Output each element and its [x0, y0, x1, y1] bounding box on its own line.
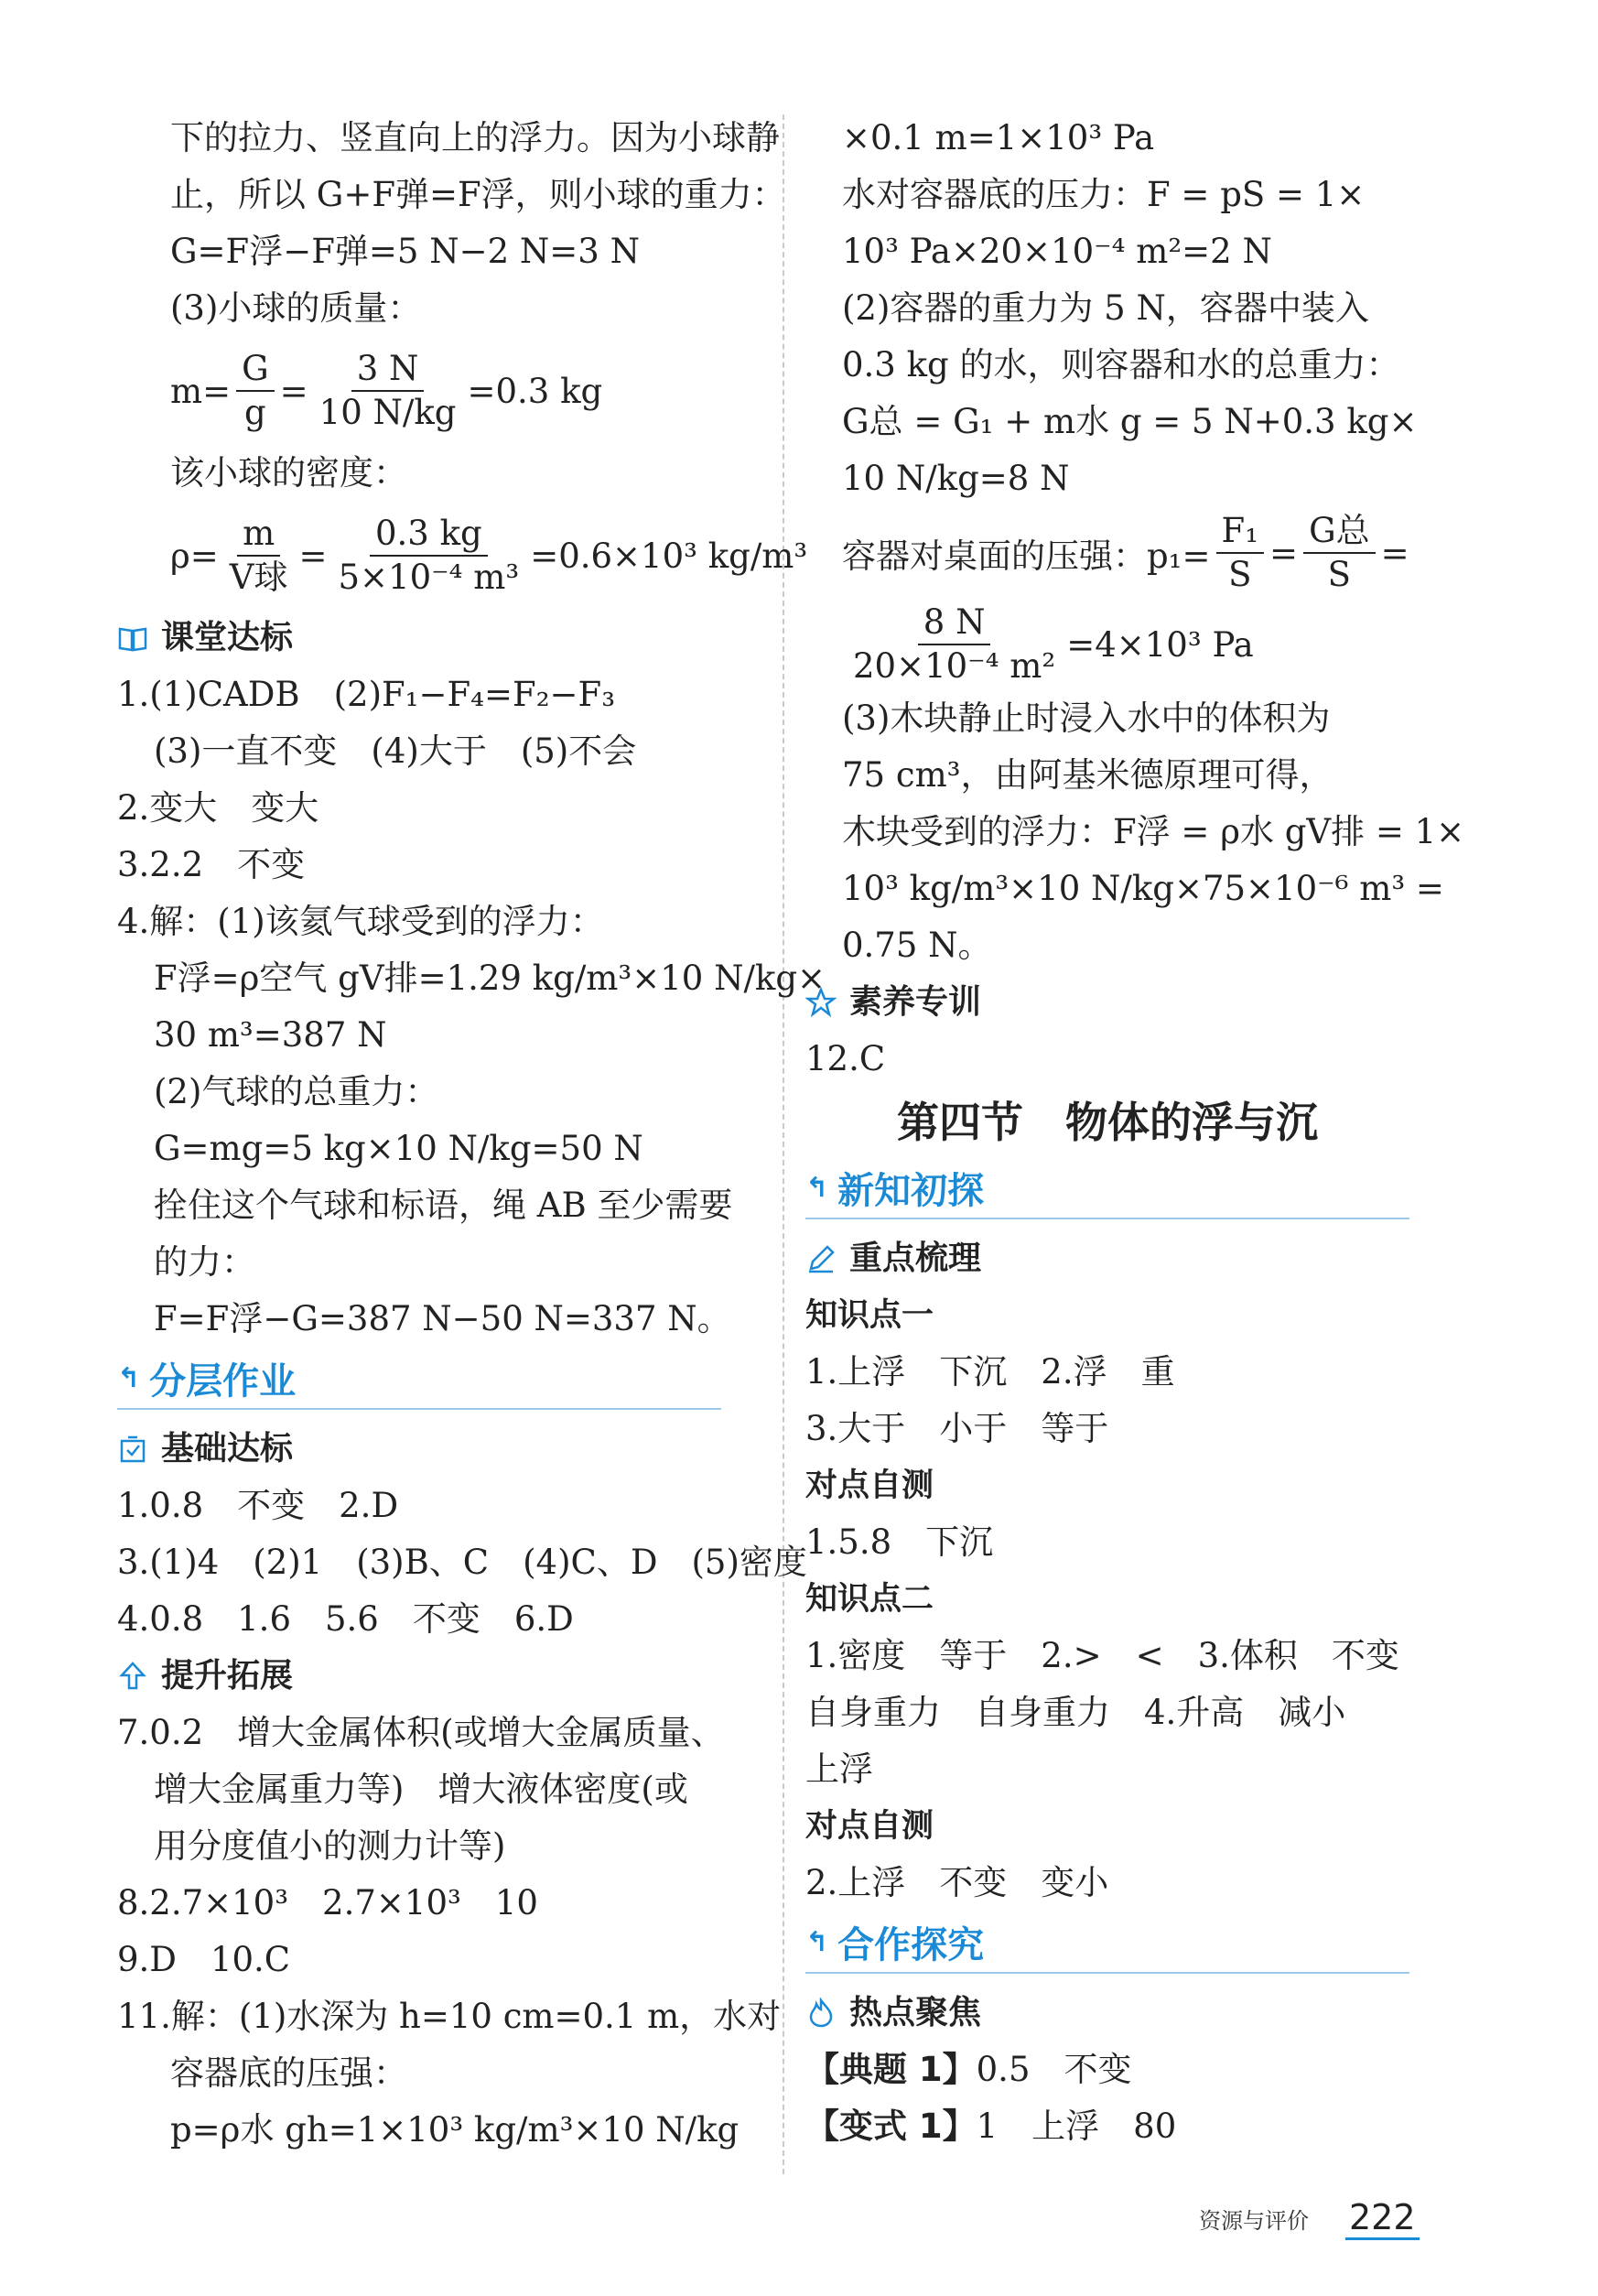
answer-line: p=ρ水 gh=1×10³ kg/m³×10 N/kg: [170, 2110, 740, 2150]
text-line: (3)小球的质量：: [170, 288, 422, 328]
text-line: 木块受到的浮力：F浮 = ρ水 gV排 = 1×: [842, 812, 1465, 851]
answer-line: 1.上浮 下沉 2.浮 重: [805, 1352, 1175, 1392]
pencil-icon: [805, 1243, 837, 1274]
pressure-formula-continued: [805, 599, 1446, 690]
hook-arrow-icon: ↰: [805, 1925, 829, 1958]
answer-line: 1.5.8 下沉: [805, 1522, 994, 1562]
footer-label: 资源与评价: [1199, 2208, 1309, 2234]
answer-line: 1.0.8 不变 2.D: [117, 1486, 399, 1525]
fraction-denominator: g: [244, 393, 266, 432]
fraction-numerator: 8 N: [918, 601, 991, 645]
flame-icon: [805, 1998, 837, 2029]
answer-text: 1 上浮 80: [976, 2106, 1177, 2146]
answer-line: 容器底的压强：: [170, 2053, 407, 2093]
fraction-numerator: m: [237, 513, 280, 557]
section-title: 基础达标: [161, 1430, 294, 1467]
answer-line: F浮=ρ空气 gV排=1.29 kg/m³×10 N/kg×: [154, 958, 826, 998]
pressure-formula: [805, 507, 1446, 599]
checklist-icon: [117, 1434, 148, 1465]
text-line: 10 N/kg=8 N: [842, 459, 1070, 498]
text-line: 10³ Pa×20×10⁻⁴ m²=2 N: [842, 232, 1272, 271]
answer-line: 的力：: [154, 1242, 255, 1282]
fraction-denominator: 10 N/kg: [319, 393, 457, 432]
answer-line: 12.C: [805, 1039, 886, 1078]
chapter-title: 第四节 物体的浮与沉: [897, 1098, 1318, 1147]
subheading: 知识点二: [805, 1581, 934, 1618]
text-line: 0.75 N。: [842, 926, 992, 965]
answer-line: 拴住这个气球和标语，绳 AB 至少需要: [154, 1186, 733, 1225]
section-title: 素养专训: [849, 983, 982, 1021]
text-line: 水对容器底的压力：F = pS = 1×: [842, 175, 1366, 214]
subheading: 对点自测: [805, 1808, 934, 1845]
answer-line: F=F浮−G=387 N−50 N=337 N。: [154, 1299, 731, 1338]
major-section-title: 合作探究: [837, 1923, 985, 1966]
question-label: 【典题 1】: [805, 2050, 977, 2089]
hook-arrow-icon: ↰: [805, 1171, 829, 1204]
answer-line: 3.(1)4 (2)1 (3)B、C (4)C、D (5)密度: [117, 1543, 807, 1582]
fraction-denominator: S: [1327, 555, 1352, 594]
answer-line: 用分度值小的测力计等): [154, 1826, 506, 1866]
text-line: ×0.1 m=1×10³ Pa: [842, 118, 1155, 157]
answer-line: 9.D 10.C: [117, 1940, 291, 1979]
text-line: 该小球的密度：: [170, 453, 407, 493]
answer-line: 上浮: [805, 1749, 873, 1789]
formula-equals: =: [1269, 533, 1299, 573]
formula-result: =4×10³ Pa: [1066, 624, 1254, 665]
subheading: 知识点一: [805, 1297, 934, 1334]
section-title: 重点梳理: [849, 1240, 982, 1277]
question-label: 【变式 1】: [805, 2106, 977, 2146]
formula-prefix: ρ=: [170, 536, 219, 576]
fraction-numerator: 0.3 kg: [370, 513, 488, 557]
answer-line: 3.大于 小于 等于: [805, 1409, 1109, 1448]
fraction: [848, 601, 1061, 688]
answer-line: 1.(1)CADB (2)F₁−F₄=F₂−F₃: [117, 675, 616, 714]
mass-formula: [117, 337, 758, 445]
fraction-denominator: 20×10⁻⁴ m²: [853, 646, 1056, 686]
answer-text: 0.5 不变: [976, 2050, 1132, 2089]
hook-arrow-icon: ↰: [117, 1361, 141, 1394]
answer-line: 增大金属重力等) 增大液体密度(或: [154, 1770, 688, 1809]
text-line: G=F浮−F弹=5 N−2 N=3 N: [170, 232, 640, 271]
left-column: [117, 110, 826, 2159]
major-section-heading: [117, 1348, 721, 1410]
answer-line: 1.密度 等于 2.> < 3.体积 不变: [805, 1636, 1399, 1675]
fraction: [1216, 510, 1265, 596]
page-number: 222: [1345, 2197, 1420, 2240]
answer-line: 2.变大 变大: [117, 788, 319, 828]
fraction-denominator: S: [1228, 555, 1252, 594]
section-heading: [117, 1648, 758, 1705]
formula-prefix: m=: [170, 371, 232, 411]
major-section-title: 分层作业: [149, 1359, 297, 1403]
right-column: [805, 110, 1465, 2155]
section-heading: [117, 610, 758, 666]
section-heading: [805, 1985, 1446, 2041]
star-icon: [805, 987, 837, 1018]
formula-result: =: [1380, 533, 1409, 573]
answer-line: 3.2.2 不变: [117, 845, 306, 884]
fraction-numerator: 3 N: [351, 348, 425, 392]
fraction-numerator: G总: [1303, 510, 1376, 554]
answer-line: 8.2.7×10³ 2.7×10³ 10: [117, 1883, 538, 1922]
answer-line: 4.解：(1)该氦气球受到的浮力：: [117, 902, 604, 941]
section-title: 课堂达标: [161, 619, 294, 656]
answer-line: (2)气球的总重力：: [154, 1072, 439, 1111]
text-line: (3)木块静止时浸入水中的体积为: [842, 699, 1331, 738]
answer-line: G=mg=5 kg×10 N/kg=50 N: [154, 1129, 643, 1168]
answer-line: 7.0.2 增大金属体积(或增大金属质量、: [117, 1713, 725, 1752]
text-line: 10³ kg/m³×10 N/kg×75×10⁻⁶ m³ =: [842, 869, 1444, 908]
fraction-numerator: F₁: [1216, 510, 1265, 554]
formula-prefix: 容器对桌面的压强：p₁=: [842, 536, 1211, 576]
text-line: 止，所以 G+F弹=F浮，则小球的重力：: [170, 175, 786, 214]
answer-line: 30 m³=387 N: [154, 1015, 387, 1055]
text-line: G总 = G₁ + m水 g = 5 N+0.3 kg×: [842, 402, 1418, 441]
fraction-denominator: 5×10⁻⁴ m³: [338, 558, 520, 597]
formula-equals: =: [279, 371, 308, 411]
formula-result: =0.6×10³ kg/m³: [530, 536, 808, 576]
column-divider: [783, 114, 784, 2174]
formula-equals: =: [298, 536, 328, 576]
subheading: 对点自测: [805, 1467, 934, 1504]
fraction: [333, 513, 525, 599]
answer-line: 11.解：(1)水深为 h=10 cm=0.1 m，水对: [117, 1997, 782, 2036]
fraction: [224, 513, 294, 599]
answer-line: [805, 2041, 1446, 2098]
section-heading: [805, 974, 1446, 1031]
fraction: [236, 348, 275, 434]
section-heading: [805, 1230, 1446, 1287]
section-title: 提升拓展: [161, 1657, 294, 1695]
answer-line: 自身重力 自身重力 4.升高 减小: [805, 1693, 1346, 1732]
density-formula: [117, 502, 808, 610]
answer-line: [805, 2098, 1446, 2155]
formula-result: =0.3 kg: [467, 371, 603, 411]
text-line: 75 cm³，由阿基米德原理可得，: [842, 755, 1333, 795]
fraction-denominator: V球: [229, 558, 288, 597]
fraction-numerator: G: [236, 348, 275, 392]
open-book-icon: [117, 623, 148, 654]
text-line: 0.3 kg 的水，则容器和水的总重力：: [842, 345, 1400, 384]
major-section-title: 新知初探: [837, 1169, 985, 1212]
answer-line: 4.0.8 1.6 5.6 不变 6.D: [117, 1599, 574, 1639]
text-line: 下的拉力、竖直向上的浮力。因为小球静: [170, 118, 780, 157]
page-footer: [1199, 2197, 1420, 2240]
major-section-heading: [805, 1157, 1409, 1219]
text-line: (2)容器的重力为 5 N，容器中装入: [842, 288, 1369, 328]
fraction: [314, 348, 462, 434]
up-arrow-icon: [117, 1661, 148, 1692]
major-section-heading: [805, 1912, 1409, 1974]
answer-line: (3)一直不变 (4)大于 (5)不会: [154, 731, 637, 771]
section-heading: [117, 1421, 758, 1478]
fraction: [1303, 510, 1376, 596]
answer-line: 2.上浮 不变 变小: [805, 1863, 1109, 1902]
section-title: 热点聚焦: [849, 1994, 982, 2031]
